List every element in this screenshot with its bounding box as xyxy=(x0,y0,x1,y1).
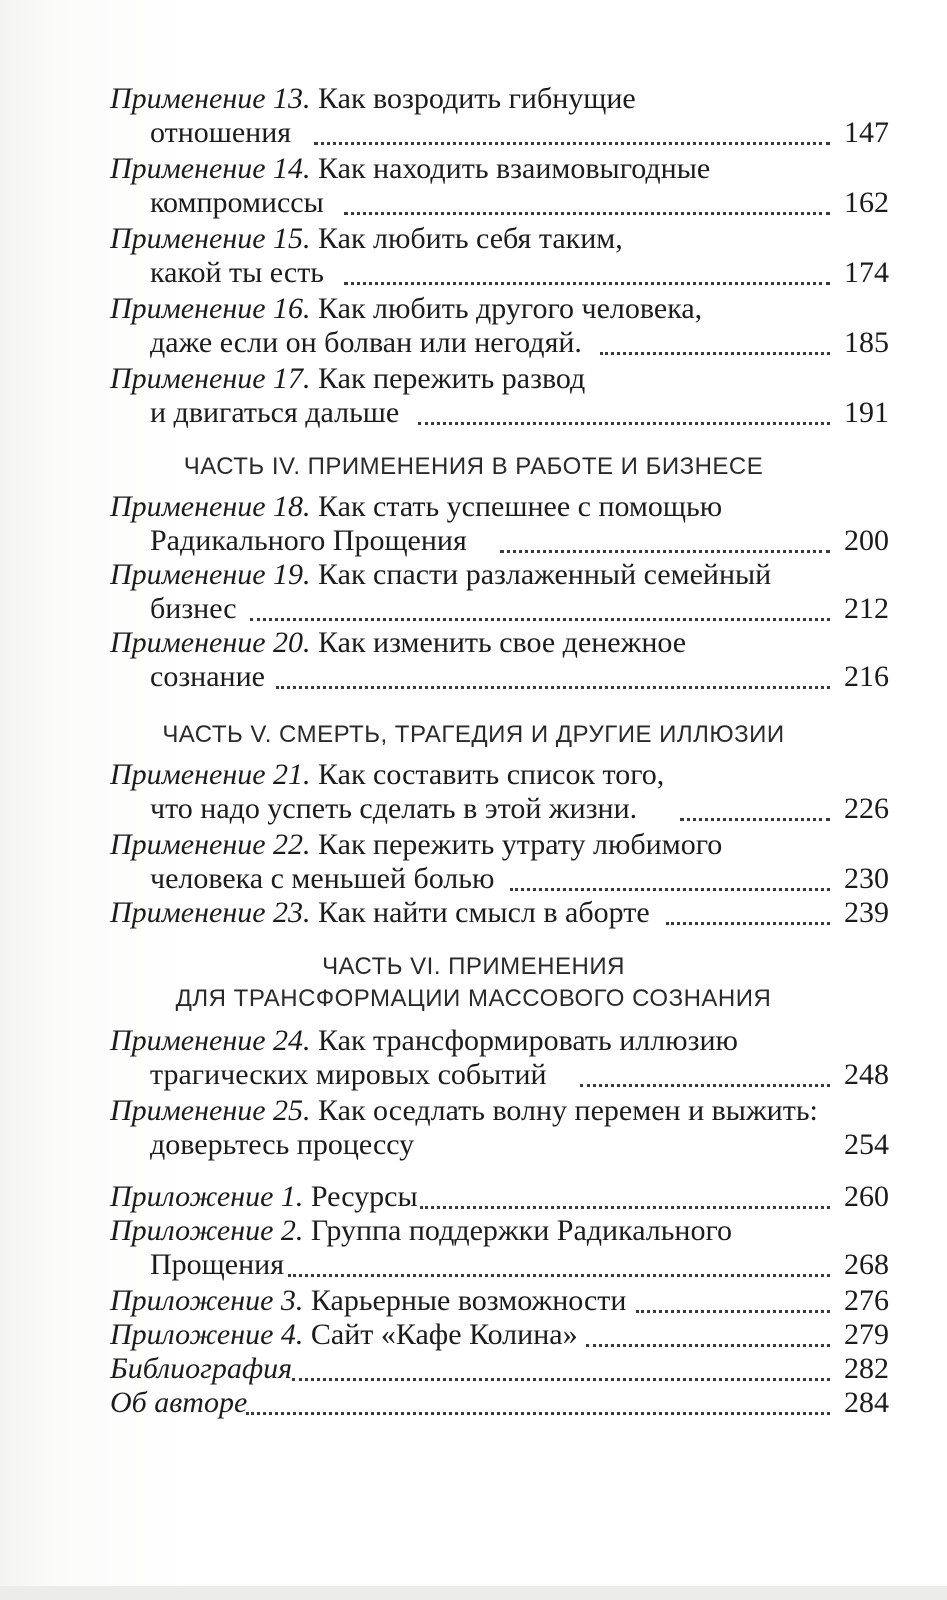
leader-dots xyxy=(510,854,830,891)
page-number: 276 xyxy=(844,1284,889,1317)
page-number: 230 xyxy=(844,862,889,895)
leader-dots xyxy=(666,888,830,925)
toc-entry-text: Как пережить развод xyxy=(310,362,586,395)
page-number: 279 xyxy=(844,1318,889,1351)
leader-dots xyxy=(680,784,830,821)
toc-entry-text: Сайт «Кафе Колина» xyxy=(303,1318,578,1351)
toc-entry-text: Как любить себя таким, xyxy=(310,222,623,255)
page-edge xyxy=(0,1586,947,1600)
toc-entry-text: Как трансформировать иллюзию xyxy=(310,1024,738,1057)
page-number: 212 xyxy=(844,592,889,625)
toc-entry-text: Как спасти разлаженный семейный xyxy=(310,558,772,591)
toc-entry-continuation: Радикального Прощения xyxy=(150,524,467,557)
toc-entry-label: Применение 23. xyxy=(110,896,311,929)
leader-dots xyxy=(600,318,830,355)
toc-entry-continuation: что надо успеть сделать в этой жизни. xyxy=(150,792,638,825)
leader-dots xyxy=(580,1050,830,1087)
toc-entry-continuation: сознание xyxy=(150,660,265,693)
toc-entry-label: Применение 20. xyxy=(110,626,311,659)
toc-entry-label: Приложение 2. xyxy=(110,1214,304,1247)
toc-entry-continuation: доверьтесь процессу xyxy=(150,1128,415,1161)
leader-dots xyxy=(636,1276,830,1313)
section-heading-part-5: ЧАСТЬ V. СМЕРТЬ, ТРАГЕДИЯ И ДРУГИЕ ИЛЛЮЗИИ xyxy=(162,721,785,748)
toc-entry-text: Карьерные возможности xyxy=(303,1284,627,1317)
leader-dots xyxy=(250,584,830,621)
toc-entry-label: Применение 24. xyxy=(110,1024,311,1057)
toc-entry-text: Как стать успешнее с помощью xyxy=(310,490,723,523)
toc-entry-continuation: и двигаться дальше xyxy=(150,396,400,429)
page-number: 282 xyxy=(844,1352,889,1385)
page-number: 226 xyxy=(844,792,889,825)
page-number: 147 xyxy=(844,116,889,149)
toc-entry-title xyxy=(110,896,650,930)
page-number: 162 xyxy=(844,186,889,219)
page-number: 174 xyxy=(844,256,889,289)
toc-entry-label: Применение 15. xyxy=(110,222,311,255)
page-number: 254 xyxy=(844,1128,889,1161)
toc-entry-label: Применение 16. xyxy=(110,292,311,325)
leader-dots xyxy=(420,1172,830,1209)
toc-entry-label: Применение 19. xyxy=(110,558,311,591)
toc-entry-text: Как находить взаимовыгодные xyxy=(310,152,711,185)
page-number: 191 xyxy=(844,396,889,429)
section-heading-part-6: ЧАСТЬ VI. ПРИМЕНЕНИЯ xyxy=(322,953,625,980)
toc-entry-continuation: человека с меньшей болью xyxy=(150,862,495,895)
toc-entry-label: Об авторе xyxy=(110,1386,248,1419)
toc-entry-text: Ресурсы xyxy=(303,1180,418,1213)
toc-entry-label: Приложение 3. xyxy=(110,1284,304,1317)
leader-dots xyxy=(500,516,830,553)
toc-entry-text: Как пережить утрату любимого xyxy=(310,828,723,861)
leader-dots xyxy=(288,1240,830,1277)
toc-entry-continuation: компромиссы xyxy=(150,186,324,219)
page-number: 284 xyxy=(844,1386,889,1419)
toc-entry-title xyxy=(110,1094,818,1128)
toc-entry-continuation: Прощения xyxy=(150,1248,284,1281)
leader-dots xyxy=(418,388,830,425)
toc-entry-title xyxy=(110,1284,626,1318)
page-number: 216 xyxy=(844,660,889,693)
leader-dots xyxy=(246,1378,830,1415)
toc-entry-title xyxy=(110,1386,247,1420)
toc-entry-continuation: отношения xyxy=(150,116,292,149)
leader-dots xyxy=(276,652,830,689)
toc-entry-continuation: бизнес xyxy=(150,592,237,625)
toc-entry-label: Приложение 1. xyxy=(110,1180,304,1213)
toc-entry-text: Как изменить свое денежное xyxy=(310,626,687,659)
leader-dots xyxy=(314,108,830,145)
page-number: 260 xyxy=(844,1180,889,1213)
section-heading-part-6-subtitle: ДЛЯ ТРАНСФОРМАЦИИ МАССОВОГО СОЗНАНИЯ xyxy=(175,985,772,1012)
page-number: 248 xyxy=(844,1058,889,1091)
leader-dots xyxy=(344,178,830,215)
toc-entry-label: Применение 22. xyxy=(110,828,311,861)
section-heading-part-4: ЧАСТЬ IV. ПРИМЕНЕНИЯ В РАБОТЕ И БИЗНЕСЕ xyxy=(183,453,764,480)
page-number: 185 xyxy=(844,326,889,359)
leader-dots xyxy=(292,1344,830,1381)
toc-entry-label: Применение 21. xyxy=(110,758,311,791)
toc-entry-title xyxy=(110,1180,418,1214)
toc-entry-text: Как составить список того, xyxy=(310,758,665,791)
toc-entry-text: Группа поддержки Радикального xyxy=(303,1214,733,1247)
toc-entry-continuation: даже если он болван или негодяй. xyxy=(150,326,582,359)
toc-entry-text: Как оседлать волну перемен и выжить: xyxy=(310,1094,818,1127)
toc-entry-title xyxy=(110,758,664,792)
toc-entry-label: Применение 25. xyxy=(110,1094,311,1127)
toc-entry-label: Применение 14. xyxy=(110,152,311,185)
toc-entry-label: Применение 13. xyxy=(110,82,311,115)
toc-entry-label: Библиография xyxy=(110,1352,293,1385)
toc-entry-text: Как возродить гибнущие xyxy=(310,82,636,115)
leader-dots xyxy=(344,248,830,285)
toc-entry-continuation: какой ты есть xyxy=(150,256,324,289)
toc-entry-text: Как любить другого человека, xyxy=(310,292,703,325)
page-number: 239 xyxy=(844,896,889,929)
toc-entry-text: Как найти смысл в аборте xyxy=(310,896,650,929)
toc-entry-label: Применение 18. xyxy=(110,490,311,523)
page-number: 268 xyxy=(844,1248,889,1281)
toc-entry-label: Применение 17. xyxy=(110,362,311,395)
leader-dots xyxy=(586,1310,830,1347)
toc-entry-continuation: трагических мировых событий xyxy=(150,1058,547,1091)
toc-entry-label: Приложение 4. xyxy=(110,1318,304,1351)
page-number: 200 xyxy=(844,524,889,557)
